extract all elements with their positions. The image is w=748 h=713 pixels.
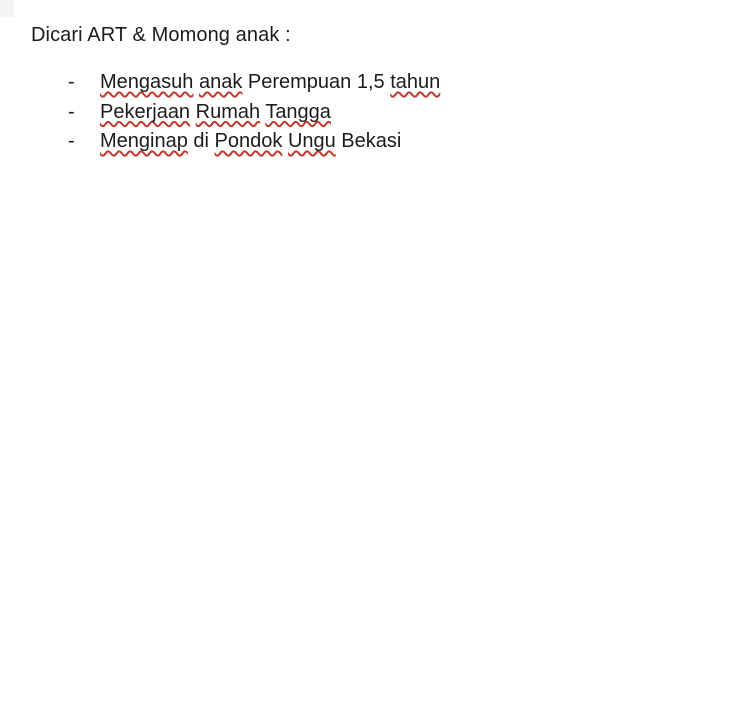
misspelled-word: Tangga	[265, 100, 331, 123]
list-item-text	[100, 127, 401, 157]
misspelled-word: Rumah	[195, 100, 261, 123]
document-title: Dicari ART & Momong anak :	[31, 24, 291, 46]
text-run: di	[187, 130, 215, 152]
bullet-dash: -	[68, 71, 75, 93]
bullet-dash: -	[68, 130, 75, 152]
list-item	[0, 68, 748, 98]
misspelled-word: anak	[198, 71, 243, 93]
misspelled-word: Pekerjaan	[100, 100, 191, 123]
list-item	[0, 98, 748, 128]
misspelled-word: tahun	[390, 71, 441, 93]
bullet-list	[0, 68, 748, 157]
text-run: Bekasi	[335, 130, 402, 152]
text-run: Perempuan 1,5	[242, 71, 391, 93]
misspelled-word: Menginap	[100, 130, 188, 152]
list-item-text	[100, 98, 331, 128]
list-item-text	[100, 68, 440, 98]
corner-artifact	[0, 0, 14, 17]
list-item	[0, 127, 748, 157]
misspelled-word: Mengasuh	[100, 71, 194, 93]
bullet-dash: -	[68, 100, 75, 123]
misspelled-word: Ungu	[287, 130, 336, 152]
misspelled-word: Pondok	[214, 130, 283, 152]
